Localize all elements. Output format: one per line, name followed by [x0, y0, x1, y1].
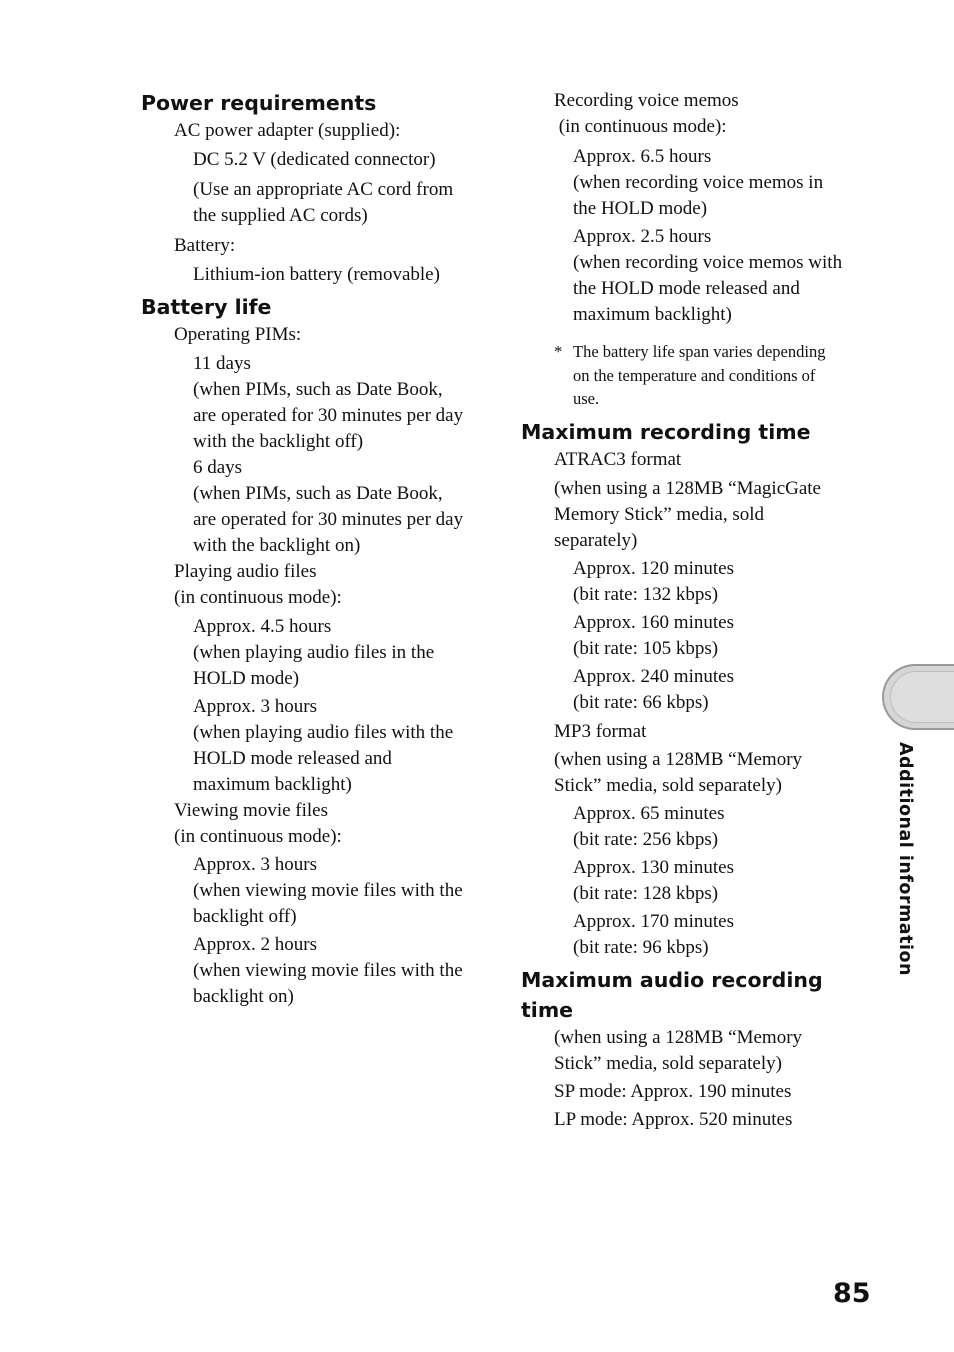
text-line: Approx. 120 minutes [573, 557, 734, 579]
text-line: ATRAC3 format [554, 448, 682, 470]
page-number: 85 [833, 1278, 871, 1309]
text-line: HOLD mode) [193, 668, 300, 689]
text-line: MP3 format [554, 720, 647, 742]
text-line: Approx. 65 minutes [573, 802, 725, 824]
text-line: backlight off) [193, 906, 297, 927]
text-line: maximum backlight) [193, 774, 352, 795]
text-line: (bit rate: 66 kbps) [573, 691, 709, 713]
text-line: maximum backlight) [573, 304, 732, 325]
text-line: Approx. 160 minutes [573, 611, 734, 633]
text-line: are operated for 30 minutes per day [193, 509, 464, 530]
text-line: Approx. 4.5 hours [193, 616, 332, 637]
text-line: are operated for 30 minutes per day [193, 405, 464, 426]
text-line: (bit rate: 256 kbps) [573, 828, 719, 850]
text-line: Stick” media, sold separately) [554, 774, 782, 796]
text-line: HOLD mode released and [193, 748, 392, 769]
text-line: the HOLD mode released and [573, 278, 800, 299]
right-column [521, 88, 871, 1133]
text-line: SP mode: Approx. 190 minutes [554, 1080, 792, 1102]
text-line: Lithium-ion battery (removable) [193, 264, 440, 285]
section-tab-label: Additional information [895, 742, 915, 976]
text-line: (when PIMs, such as Date Book, [193, 483, 443, 504]
section-tab-inner [890, 671, 954, 723]
text-line: (when using a 128MB “MagicGate [554, 477, 821, 499]
text-line: Viewing movie files [174, 800, 328, 821]
footnote-marker: * [554, 342, 563, 361]
text-line: (when playing audio files in the [193, 642, 435, 663]
heading-maximum-audio-recording-time: Maximum audio recording [521, 967, 823, 992]
text-line: 11 days [193, 353, 251, 374]
text-line: DC 5.2 V (dedicated connector) [193, 149, 436, 170]
text-line: with the backlight on) [193, 535, 361, 556]
text-line: (when PIMs, such as Date Book, [193, 379, 443, 400]
text-line: Stick” media, sold separately) [554, 1052, 782, 1074]
text-line: (in continuous mode): [554, 116, 727, 137]
text-line: 6 days [193, 457, 243, 478]
text-line: AC power adapter (supplied): [174, 120, 401, 141]
text-line: Battery: [174, 235, 236, 256]
text-line: separately) [554, 529, 638, 551]
heading-power-requirements: Power requirements [141, 91, 377, 115]
text-line: (Use an appropriate AC cord from [193, 179, 454, 200]
text-line: Approx. 3 hours [193, 854, 318, 875]
text-line: Operating PIMs: [174, 324, 302, 345]
text-line: (when recording voice memos with [573, 252, 843, 273]
left-column [141, 88, 491, 1010]
footnote [554, 340, 871, 411]
heading-battery-life: Battery life [141, 295, 272, 319]
footnote-line: The battery life span varies depending [573, 342, 826, 361]
text-line: Approx. 240 minutes [573, 665, 734, 687]
text-line: (in continuous mode): [174, 587, 342, 608]
text-line: Approx. 170 minutes [573, 910, 734, 932]
text-line: Playing audio files [174, 561, 317, 582]
text-line: (when using a 128MB “Memory [554, 1026, 803, 1048]
text-line: Recording voice memos [554, 90, 739, 111]
section-tab [882, 664, 954, 730]
text-line: the HOLD mode) [573, 198, 708, 219]
text-line: (bit rate: 96 kbps) [573, 936, 709, 958]
text-line: (when playing audio files with the [193, 722, 454, 743]
text-line: Approx. 2 hours [193, 934, 318, 955]
text-line: Approx. 3 hours [193, 696, 318, 717]
text-line: (bit rate: 128 kbps) [573, 882, 719, 904]
text-line: LP mode: Approx. 520 minutes [554, 1108, 793, 1130]
text-line: backlight on) [193, 986, 294, 1007]
footnote-line: on the temperature and conditions of [573, 365, 816, 385]
heading-maximum-recording-time: Maximum recording time [521, 419, 811, 444]
text-line: (bit rate: 132 kbps) [573, 583, 719, 605]
text-line: (bit rate: 105 kbps) [573, 637, 719, 659]
text-line: (in continuous mode): [174, 826, 342, 847]
text-line: (when using a 128MB “Memory [554, 748, 803, 770]
text-line: Memory Stick” media, sold [554, 503, 765, 525]
footnote-line: use. [573, 389, 600, 408]
text-line: (when viewing movie files with the [193, 960, 463, 981]
text-line: (when recording voice memos in [573, 172, 824, 193]
text-line: Approx. 6.5 hours [573, 146, 712, 167]
heading-maximum-audio-recording-time-cont: time [521, 997, 574, 1022]
text-line: Approx. 130 minutes [573, 856, 734, 878]
text-line: Approx. 2.5 hours [573, 226, 712, 247]
text-line: (when viewing movie files with the [193, 880, 463, 901]
text-line: the supplied AC cords) [193, 205, 368, 226]
text-line: with the backlight off) [193, 431, 364, 452]
